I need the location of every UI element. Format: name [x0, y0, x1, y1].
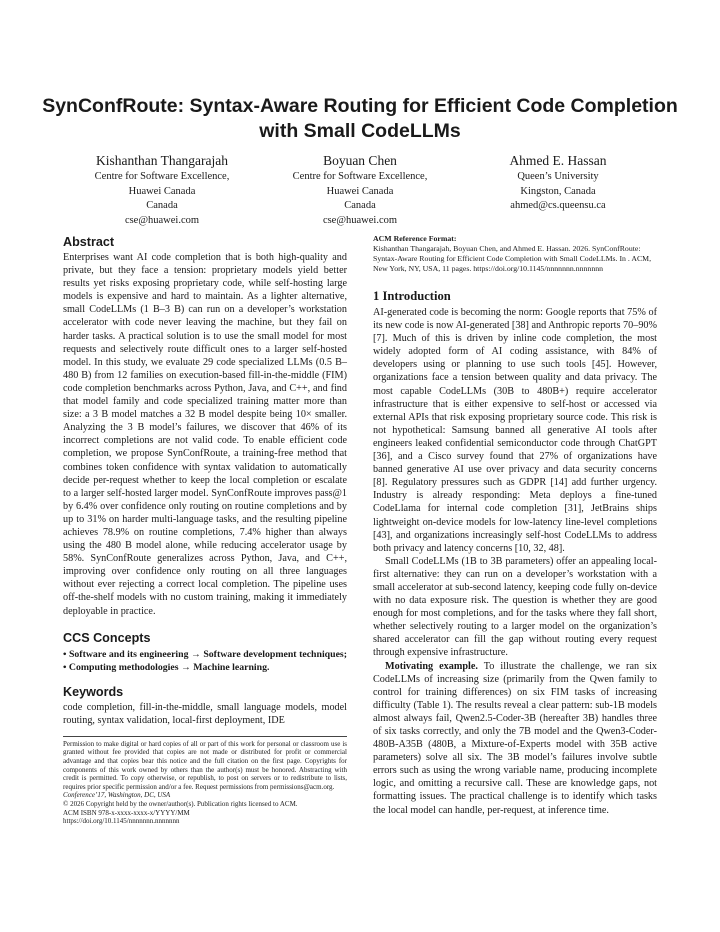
- permission-block: [63, 736, 347, 826]
- author-name: Ahmed E. Hassan: [509, 153, 607, 168]
- abstract-text: Enterprises want AI code completion that is both high-quality and private, but they face a tension: proprietary models yield better results yet risks exposing proprietary code, while self-hosting large models is expensive and hard to maintain. As a lighter alternative, small CodeLLMs (1 B–3 B) can run on a developer’s workstation accelerator with code never leaving the machine, but they fail on harder tasks. A practical solution is to use the small model for most requests and selectively route difficult ones to a larger self-hosted model. In this study, we evaluate 29 code specialized LLMs (0.5 B–480 B) from 12 families on execution-based fill-in-the-middle (FIM) code completion benchmarks across Python, Java, and C++, and find that model family and code specialized training matter more than size: a 3 B model matches a 32 B model despite being 10× smaller. Analyzing the 3 B model’s failures, we discover that 46% of its incorrect completions are not valid code. To enable efficient code completion, we propose SynConfRoute, a training-free method that combines token confidence with syntax validation to automatically decide per-request whether to keep the local completion or escalate to a larger self-hosted larger model. SynConfRoute improves pass@1 by 6.4% over confidence only routing on routine completions and by up to 31% on harder multi-language tasks, and the resulting pipeline achieves 78.9% on routine completions, 7.4% higher than always using the 480 B model alone, while reducing accelerator usage by 58%. SynConfRoute generalizes across Python, Java, and C++, improving over confidence only routing on all three languages without ever rejecting a correct local completion. The pipeline uses off-the-shelf models with no custom training, making it immediately deployable in practice.: [63, 252, 347, 617]
- left-column: [63, 234, 347, 826]
- author-org: Kingston, Canada: [520, 185, 596, 197]
- author-email: ahmed@cs.queensu.ca: [510, 200, 606, 211]
- author-name: Kishanthan Thangarajah: [95, 153, 229, 168]
- author-name: Boyuan Chen: [323, 153, 397, 168]
- keywords-heading: Keywords: [63, 684, 124, 699]
- author-1: [64, 152, 260, 228]
- author-org: Huawei Canada: [326, 185, 394, 197]
- motivating-example-text: To illustrate the challenge, we ran six CodeLLMs of increasing size (primarily from the Qwen family to control for training differences) on six FIM tasks of increasing difficulty (Table 1). The results reveal a clear pattern: sub-1B models almost always fail, Qwen2.5-Coder-3B (hereafter 3B) handles three of six tasks correctly, and only the 7B model and the Qwen3-Coder-480B-A35B (480B, a Mixture-of-Experts model with 35B active parameters) solve all six. The 3B model’s failures involve subtle errors such as using the wrong variable name, producing incomplete logic, and omitting a recursive call. These are knowledge gaps, not formatting issues. The practical challenge is to identify which tasks the local model can handle, per-request, at inference time.: [373, 660, 657, 816]
- motivating-example-label: Motivating example.: [385, 660, 478, 672]
- isbn-line: ACM ISBN 978-x-xxxx-xxxx-x/YYYY/MM: [63, 808, 190, 817]
- author-2: [262, 152, 458, 228]
- introduction-heading: 1 Introduction: [373, 289, 451, 303]
- keywords-text: code completion, fill-in-the-middle, small language models, model routing, syntax validation, local-first deployment, IDE: [63, 701, 347, 726]
- author-org: Huawei Canada: [128, 185, 196, 197]
- abstract-heading: Abstract: [63, 235, 115, 249]
- intro-paragraph-3: [373, 660, 657, 817]
- author-affiliation: Centre for Software Excellence,: [292, 171, 428, 182]
- author-affiliation: Centre for Software Excellence,: [94, 171, 230, 182]
- right-column: [373, 234, 657, 817]
- author-block: [64, 152, 656, 228]
- conference-info: Conference’17, Washington, DC, USA: [63, 791, 171, 800]
- author-3: [460, 152, 656, 228]
- ccs-concepts: • Software and its engineering → Software development techniques; • Computing methodologies → Machine learning.: [63, 648, 347, 673]
- author-email: cse@huawei.com: [322, 214, 398, 226]
- doi-link[interactable]: https://doi.org/10.1145/nnnnnnn.nnnnnnn: [63, 817, 180, 826]
- author-email: cse@huawei.com: [124, 214, 200, 226]
- acm-reference-heading: ACM Reference Format:: [373, 234, 457, 243]
- author-country: Canada: [146, 200, 178, 211]
- author-affiliation: Queen’s University: [517, 171, 599, 182]
- author-country: Canada: [344, 200, 376, 211]
- acm-reference-text: Kishanthan Thangarajah, Boyuan Chen, and Ahmed E. Hassan. 2026. SynConfRoute: Syntax-Aware Routing for Efficient Code Completion with Small CodeLLMs. In . ACM, New York, NY, USA, 11 pages. https://doi.org/10.1145/nnnnnnn.nnnnnnn: [373, 244, 652, 273]
- ccs-heading: CCS Concepts: [63, 630, 151, 645]
- permission-notice: Permission to make digital or hard copies of all or part of this work for personal or classroom use is granted without fee provided that copies are not made or distributed for profit or commercial advantage and that copies bear this notice and the full citation on the first page. Copyrights for components of this work owned by others than the author(s) must be honored. Abstracting with credit is permitted. To copy otherwise, or republish, to post on servers or to redistribute to lists, requires prior specific permission and/or a fee. Request permissions from permissions@acm.org.: [63, 739, 347, 791]
- copyright-line: © 2026 Copyright held by the owner/author(s). Publication rights licensed to ACM.: [63, 799, 298, 808]
- intro-paragraph-1: AI-generated code is becoming the norm: Google reports that 75% of its new code is now AI-generated [38] and Anthropic reports 70–90% [7]. Much of this is driven by inline code completion, the most widely adopted form of AI coding assistance, with 84% of developers using or planning to use such tools [45]. However, organizations face a tension between quality and data privacy. The most capable CodeLLMs (30B to 480B+) require accelerator infrastructure that is either expensive to self-host or accessed via external APIs that risk exposing proprietary source code. This risk is not hypothetical: Samsung banned all generative AI tools after engineers leaked confidential semiconductor code through ChatGPT [36], and a Cisco survey found that 27% of organizations have banned generative AI use over privacy and data security concerns [8]. Regulatory pressures such as GDPR [14] add further urgency. Industry is already responding: Meta deploys a fine-tuned CodeLlama for internal code completion [31], JetBrains ships lightweight on-device models for low-latency line-level completions [43], and organizations increasingly self-host CodeLLMs to address both privacy and latency concerns [10, 32, 48].: [373, 307, 657, 554]
- paper-title: SynConfRoute: Syntax-Aware Routing for Efficient Code Completion with Small CodeLLMs: [42, 95, 678, 142]
- intro-paragraph-2: Small CodeLLMs (1B to 3B parameters) offer an appealing local-first alternative: they can run on a developer’s workstation with a small accelerator at sub-second latency, keeping code fully on-device with no data exposure risk. The question is whether they are good enough for most completions, and for the tasks where they fall short, whether selectively routing to a larger model on the organization’s shared accelerator can fill the gap without routing every request through expensive infrastructure.: [373, 555, 657, 659]
